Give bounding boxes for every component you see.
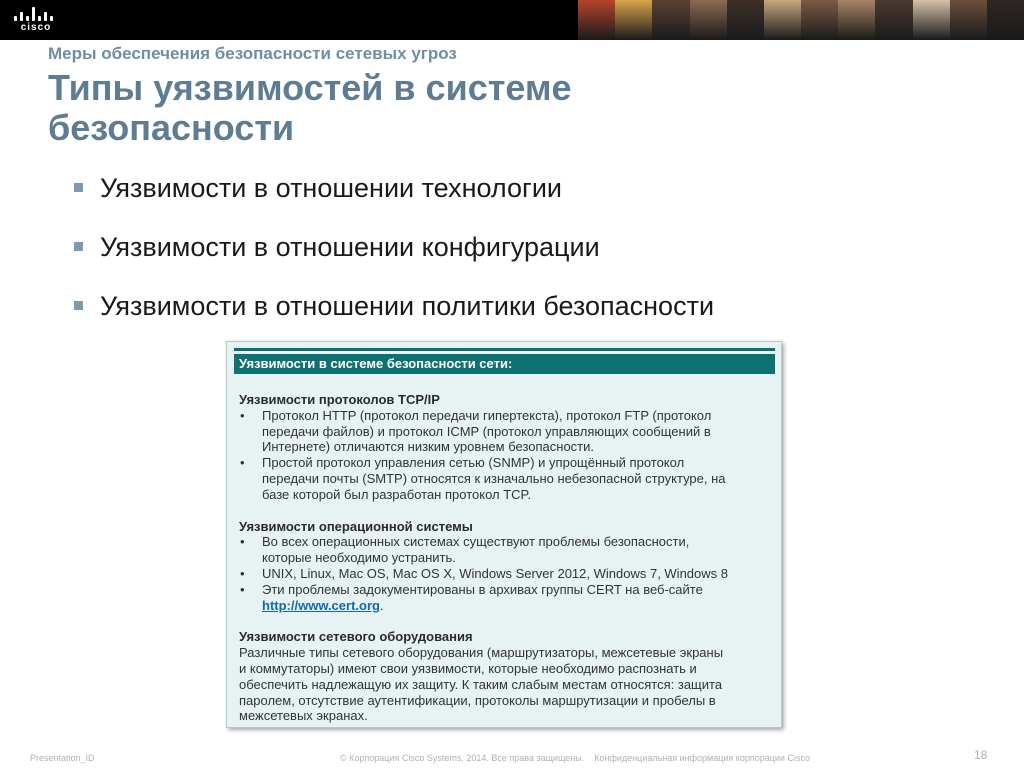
vulnerability-panel bbox=[226, 341, 782, 728]
banner-photo bbox=[727, 0, 764, 40]
bullet-dot-icon: • bbox=[240, 407, 245, 423]
bullet-list bbox=[74, 170, 714, 347]
bullet-dot-icon: • bbox=[240, 455, 245, 471]
banner-photo bbox=[652, 0, 689, 40]
square-bullet-icon bbox=[74, 242, 83, 251]
os-item: • UNIX, Linux, Mac OS, Mac OS X, Windows Server 2012, Windows 7, Windows 8 bbox=[240, 565, 728, 581]
net-paragraph: Различные типы сетевого оборудования (маршрутизаторы, межсетевые экраны и коммутаторы) имеют свои уязвимости, которые необходимо распознать и обеспечить надлежащую их защиту. К таким слабым местам относятся: защита паролем, отсутствие аутентификации, протоколы маршрутизации и пробелы в межсетевых экранах. bbox=[239, 645, 724, 724]
page-number: 18 bbox=[974, 748, 988, 762]
cisco-bars-icon bbox=[12, 7, 60, 21]
panel-title: Уязвимости в системе безопасности сети: bbox=[234, 354, 775, 374]
bullet-item: Уязвимости в отношении технологии bbox=[74, 170, 714, 206]
presentation-id: Presentation_ID bbox=[30, 753, 95, 763]
tcp-heading: Уязвимости протоколов TCP/IP bbox=[239, 392, 440, 407]
bullet-item: Уязвимости в отношении конфигурации bbox=[74, 229, 714, 265]
banner-photo bbox=[838, 0, 875, 40]
os-item: • Во всех операционных системах существуют проблемы безопасности, которые необходимо устранить. bbox=[240, 534, 690, 566]
banner-photo bbox=[913, 0, 950, 40]
panel-body bbox=[239, 392, 775, 724]
banner-photo bbox=[690, 0, 727, 40]
cert-link[interactable]: http://www.cert.org bbox=[262, 597, 380, 613]
square-bullet-icon bbox=[74, 301, 83, 310]
cisco-logo-text: cisco bbox=[20, 22, 52, 33]
bullet-dot-icon: • bbox=[240, 565, 245, 581]
tcp-item: • Протокол HTTP (протокол передачи гипертекста), протокол FTP (протокол передачи файлов) и протокол ICMP (протокол управляющих сообщений в Интернете) отличаются низким уровнем безопасности. bbox=[240, 407, 712, 455]
bullet-dot-icon: • bbox=[240, 581, 245, 597]
banner-photo bbox=[615, 0, 652, 40]
panel-top-rule bbox=[234, 348, 775, 351]
header-banner bbox=[0, 0, 1024, 40]
bullet-dot-icon: • bbox=[240, 534, 245, 550]
banner-photo bbox=[875, 0, 912, 40]
os-heading: Уязвимости операционной системы bbox=[239, 518, 473, 534]
section-title: Меры обеспечения безопасности сетевых угроз bbox=[48, 44, 457, 63]
banner-photo bbox=[950, 0, 987, 40]
square-bullet-icon bbox=[74, 183, 83, 192]
cisco-logo bbox=[8, 5, 64, 35]
os-item: • Эти проблемы задокументированы в архивах группы CERT на веб-сайте http://www.cert.org. bbox=[240, 581, 703, 613]
net-heading: Уязвимости сетевого оборудования bbox=[239, 629, 473, 645]
photo-strip bbox=[578, 0, 1024, 40]
banner-photo bbox=[801, 0, 838, 40]
tcp-item: • Простой протокол управления сетью (SNMP) и упрощённый протокол передачи почты (SMTP) относятся к изначально небезопасной структуре, на базе которой был разработан протокол TCP. bbox=[240, 455, 726, 502]
banner-photo bbox=[764, 0, 801, 40]
banner-photo bbox=[578, 0, 615, 40]
footer-copyright: © Корпорация Cisco Systems, 2014. Все права защищены. Конфиденциальная информация корпорации Cisco bbox=[340, 753, 810, 763]
slide-title: Типы уязвимостей в системе безопасности bbox=[48, 67, 572, 148]
banner-photo bbox=[987, 0, 1024, 40]
bullet-item: Уязвимости в отношении политики безопасности bbox=[74, 288, 714, 324]
